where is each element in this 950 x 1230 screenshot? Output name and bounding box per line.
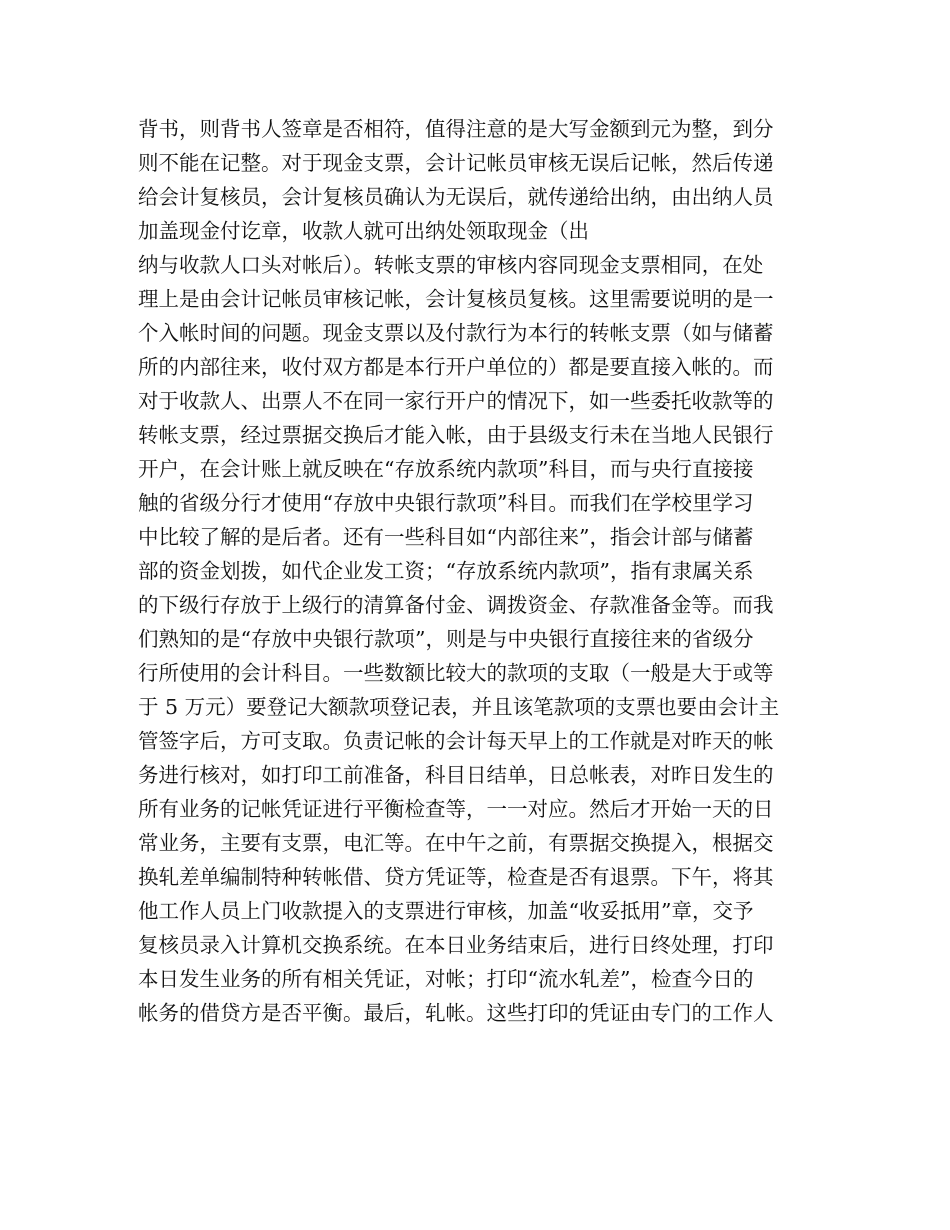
text-line: 务进行核对，如打印工前准备，科目日结单，日总帐表，对昨日发生的 [138, 763, 774, 787]
text-line: 纳与收款人口头对帐后）。转帐支票的审核内容同现金支票相同，在处 [138, 253, 764, 277]
body-text [138, 112, 818, 1030]
text-line: 所的内部往来，收付双方都是本行开户单位的）都是要直接入帐的。而 [138, 355, 774, 379]
text-line: 于 5 万元）要登记大额款项登记表，并且该笔款项的支票也要由会计主 [138, 695, 780, 719]
text-line: 们熟知的是“存放中央银行款项”，则是与中央银行直接往来的省级分 [138, 627, 754, 651]
text-line: 背书，则背书人签章是否相符，值得注意的是大写金额到元为整，到分 [138, 117, 774, 141]
text-line: 本日发生业务的所有相关凭证，对帐；打印“流水轧差”，检查今日的 [138, 967, 754, 991]
text-line: 复核员录入计算机交换系统。在本日业务结束后，进行日终处理，打印 [138, 933, 774, 957]
text-line: 对于收款人、出票人不在同一家行开户的情况下，如一些委托收款等的 [138, 389, 774, 413]
text-line: 管签字后，方可支取。负责记帐的会计每天早上的工作就是对昨天的帐 [138, 729, 774, 753]
text-line: 理上是由会计记帐员审核记帐，会计复核员复核。这里需要说明的是一 [138, 287, 774, 311]
text-line: 行所使用的会计科目。一些数额比较大的款项的支取（一般是大于或等 [138, 661, 774, 685]
text-line: 加盖现金付讫章，收款人就可出纳处领取现金（出 [138, 219, 589, 243]
text-line: 个入帐时间的问题。现金支票以及付款行为本行的转帐支票（如与储蓄 [138, 321, 774, 345]
text-line: 开户，在会计账上就反映在“存放系统内款项”科目，而与央行直接接 [138, 457, 754, 481]
text-line: 他工作人员上门收款提入的支票进行审核，加盖“收妥抵用”章，交予 [138, 899, 754, 923]
text-line: 中比较了解的是后者。还有一些科目如“内部往来”，指会计部与储蓄 [138, 525, 754, 549]
text-line: 转帐支票，经过票据交换后才能入帐，由于县级支行未在当地人民银行 [138, 423, 774, 447]
text-line: 常业务，主要有支票，电汇等。在中午之前，有票据交换提入，根据交 [138, 831, 774, 855]
text-line: 部的资金划拨，如代企业发工资；“存放系统内款项”，指有隶属关系 [138, 559, 754, 583]
text-line: 换轧差单编制特种转帐借、贷方凭证等，检查是否有退票。下午，将其 [138, 865, 774, 889]
text-line: 帐务的借贷方是否平衡。最后，轧帐。这些打印的凭证由专门的工作人 [138, 1001, 774, 1025]
text-line: 所有业务的记帐凭证进行平衡检查等，一一对应。然后才开始一天的日 [138, 797, 774, 821]
text-line: 的下级行存放于上级行的清算备付金、调拨资金、存款准备金等。而我 [138, 593, 774, 617]
text-line: 则不能在记整。对于现金支票，会计记帐员审核无误后记帐，然后传递 [138, 151, 774, 175]
text-line: 触的省级分行才使用“存放中央银行款项”科目。而我们在学校里学习 [138, 491, 754, 515]
text-line: 给会计复核员，会计复核员确认为无误后，就传递给出纳，由出纳人员 [138, 185, 774, 209]
